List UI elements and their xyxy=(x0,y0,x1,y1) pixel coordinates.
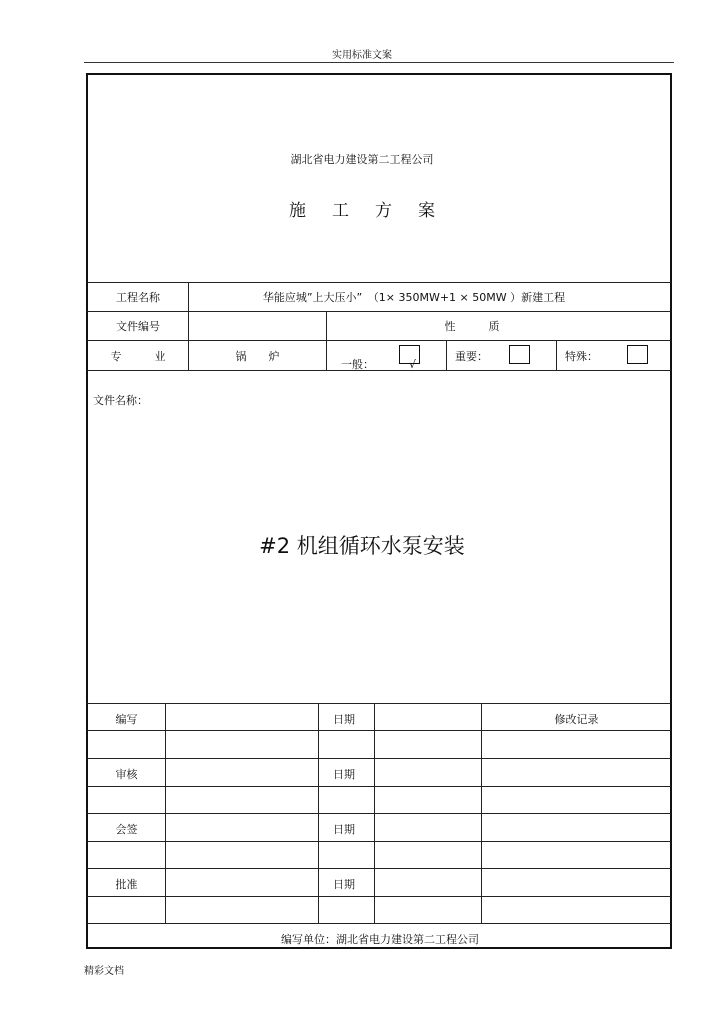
review-label: 审核 xyxy=(115,768,138,781)
divider xyxy=(87,758,671,759)
page-footer: 精彩文档 xyxy=(84,966,124,977)
approve-date-label: 日期 xyxy=(333,878,355,891)
general-label: 一般： xyxy=(341,358,374,371)
major-value: 锅 炉 xyxy=(235,350,280,363)
company-name: 湖北省电力建设第二工程公司 xyxy=(290,153,434,166)
divider xyxy=(556,340,557,370)
file-name-label: 文件名称： xyxy=(93,394,148,407)
divider xyxy=(374,703,375,923)
file-name-title: #2 机组循环水泵安装 xyxy=(259,534,465,558)
divider xyxy=(87,923,671,924)
divider xyxy=(87,841,671,842)
special-checkbox[interactable] xyxy=(627,345,648,364)
nature-label: 性 质 xyxy=(444,320,500,333)
divider xyxy=(87,370,671,371)
page-header-title: 实用标准文案 xyxy=(332,50,392,61)
approve-label: 批准 xyxy=(115,878,138,891)
countersign-label: 会签 xyxy=(115,823,138,836)
project-name-label: 工程名称 xyxy=(116,291,160,304)
divider xyxy=(318,703,319,923)
divider xyxy=(87,730,671,731)
header-divider xyxy=(84,62,674,63)
divider xyxy=(87,311,671,312)
divider xyxy=(87,813,671,814)
divider xyxy=(87,282,671,283)
important-label: 重要： xyxy=(455,350,488,363)
document-type-title: 施工方案 xyxy=(289,201,461,221)
divider xyxy=(87,340,671,341)
author-label: 编写 xyxy=(115,713,138,726)
compiling-unit: 编写单位：湖北省电力建设第二工程公司 xyxy=(281,933,479,946)
important-checkbox[interactable] xyxy=(509,345,530,364)
countersign-date-label: 日期 xyxy=(333,823,355,836)
major-label: 专 业 xyxy=(110,350,166,363)
divider xyxy=(165,703,166,923)
revision-record-label: 修改记录 xyxy=(554,713,599,726)
divider xyxy=(87,896,671,897)
divider xyxy=(87,868,671,869)
project-name-value: 华能应城”上大压小” （1× 350MW+1 × 50MW ）新建工程 xyxy=(262,291,566,304)
divider xyxy=(446,340,447,370)
divider xyxy=(87,786,671,787)
divider xyxy=(87,703,671,704)
file-number-label: 文件编号 xyxy=(116,320,160,333)
divider xyxy=(481,703,482,923)
author-date-label: 日期 xyxy=(333,713,355,726)
general-check-mark: √ xyxy=(409,358,417,371)
review-date-label: 日期 xyxy=(333,768,355,781)
special-label: 特殊： xyxy=(565,350,598,363)
